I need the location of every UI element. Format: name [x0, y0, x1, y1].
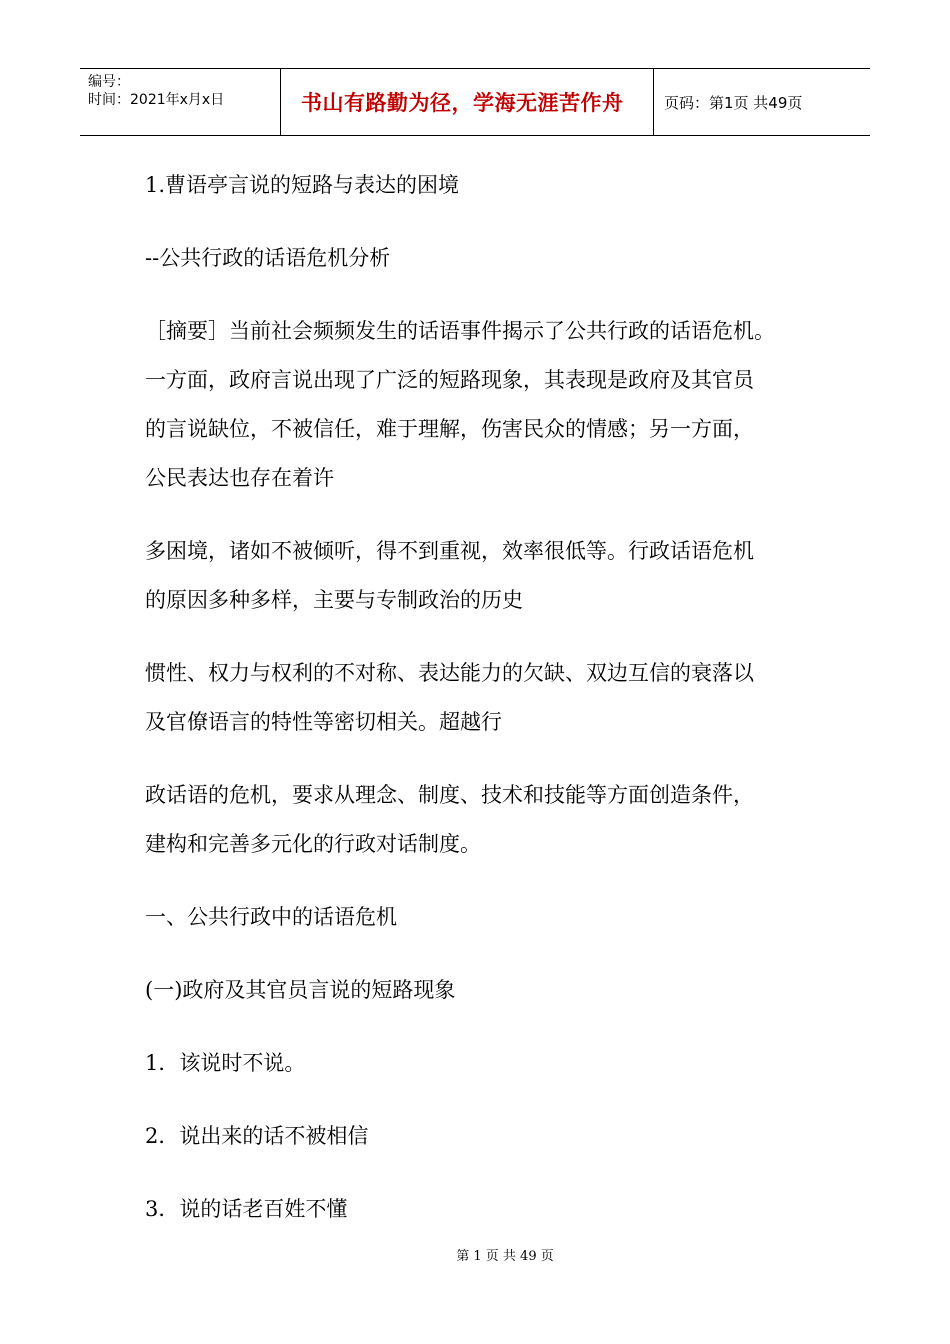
header-motto: 书山有路勤为径，学海无涯苦作舟 [301, 91, 624, 115]
article-title: 1.曹语亭言说的短路与表达的困境 [145, 173, 460, 197]
abstract-line: ［摘要］当前社会频频发生的话语事件揭示了公共行政的话语危机。 [145, 319, 775, 343]
abstract-line: 惯性、权力与权利的不对称、表达能力的欠缺、双边互信的衰落以 [145, 661, 754, 685]
abstract-line: 的言说缺位，不被信任，难于理解，伤害民众的情感；另一方面， [145, 417, 754, 441]
list-item: 1．该说时不说。 [145, 1051, 306, 1075]
abstract-line: 多困境，诸如不被倾听，得不到重视，效率很低等。行政话语危机 [145, 539, 754, 563]
abstract-line: 一方面，政府言说出现了广泛的短路现象，其表现是政府及其官员 [145, 368, 754, 392]
subsection-heading: (一)政府及其官员言说的短路现象 [145, 978, 456, 1002]
abstract-line: 建构和完善多元化的行政对话制度。 [145, 832, 481, 856]
page-footer: 第 1 页 共 49 页 [456, 1249, 554, 1264]
header-page-number: 页码：第1页 共49页 [664, 93, 803, 112]
article-subtitle: --公共行政的话语危机分析 [145, 246, 391, 270]
header-meta-cell [80, 69, 281, 135]
header-motto-cell [281, 69, 654, 135]
document-number-label: 编号： [88, 74, 130, 90]
list-item: 3．说的话老百姓不懂 [145, 1197, 348, 1221]
abstract-line: 及官僚语言的特性等密切相关。超越行 [145, 710, 502, 734]
abstract-line: 政话语的危机，要求从理念、制度、技术和技能等方面创造条件， [145, 783, 754, 807]
header-page-cell [654, 69, 870, 135]
abstract-line: 的原因多种多样，主要与专制政治的历史 [145, 588, 523, 612]
abstract-line: 公民表达也存在着许 [145, 466, 334, 490]
document-date-label: 时间：2021年x月x日 [88, 92, 225, 108]
document-header [80, 68, 870, 136]
list-item: 2．说出来的话不被相信 [145, 1124, 369, 1148]
section-heading: 一、公共行政中的话语危机 [145, 905, 397, 929]
